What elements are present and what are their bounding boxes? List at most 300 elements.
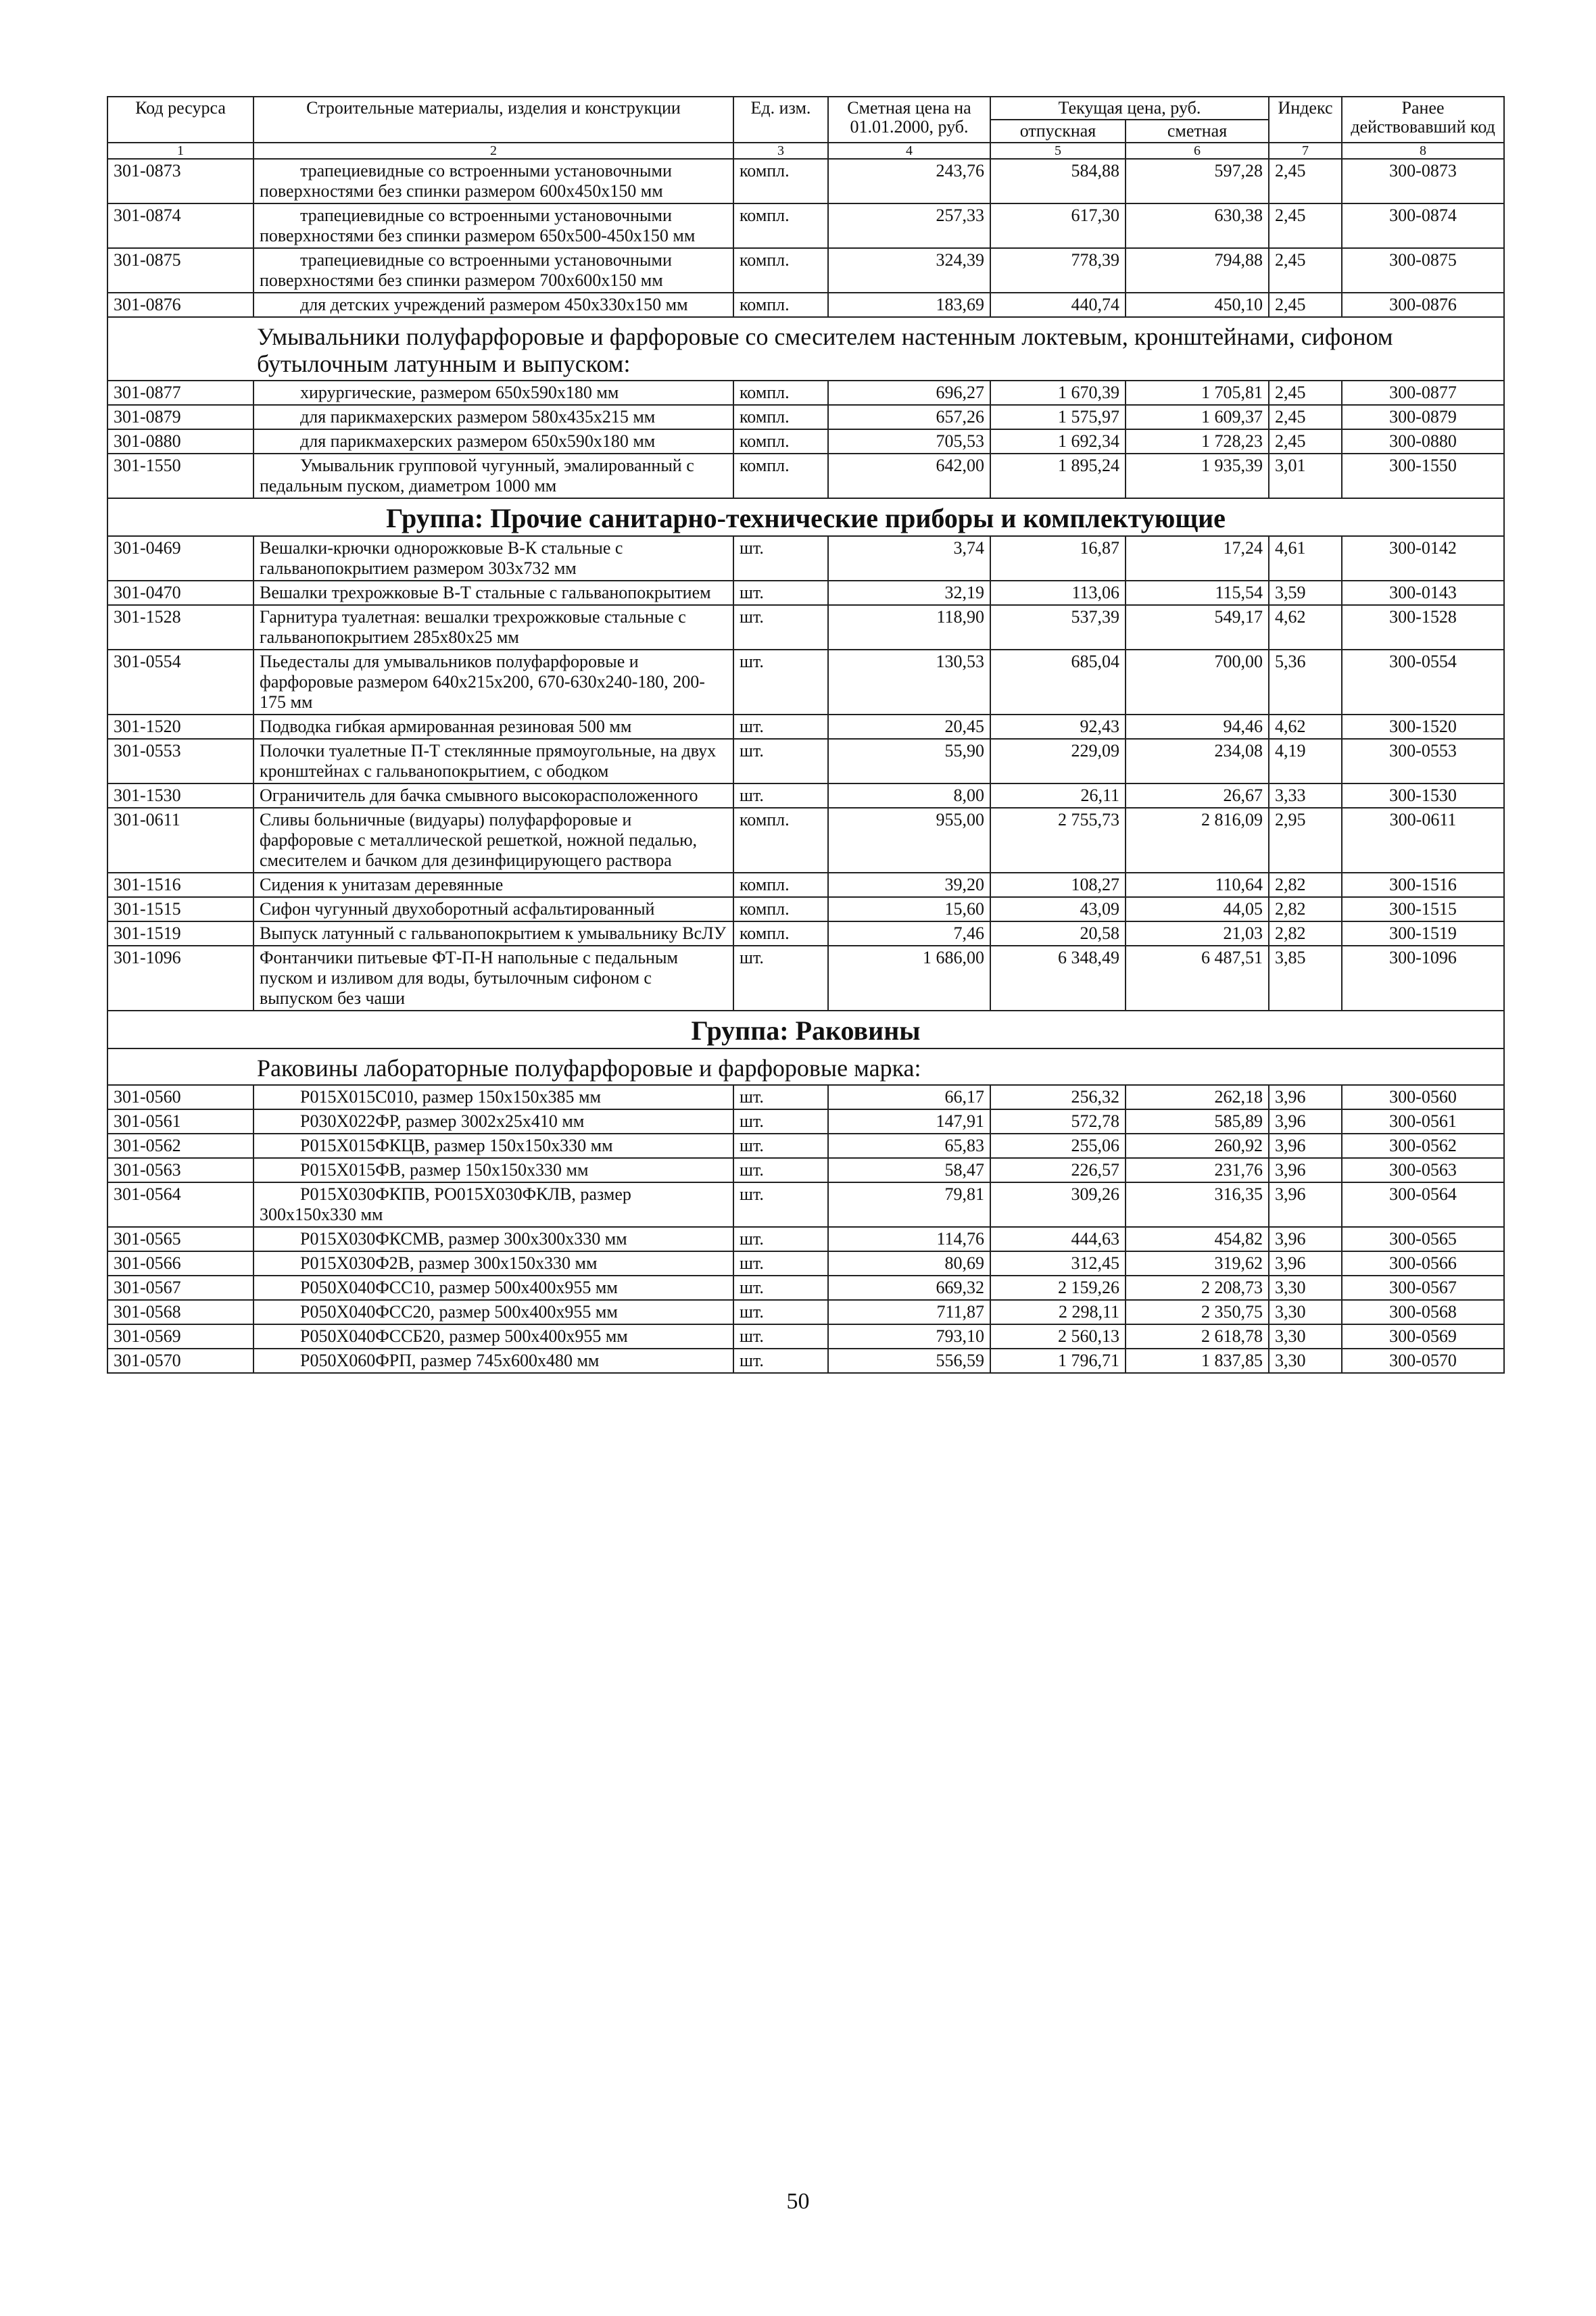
material-name: Р050Х040ФСС20, размер 500x400x955 мм bbox=[253, 1300, 733, 1324]
release-price: 2 755,73 bbox=[990, 808, 1126, 873]
previous-code: 300-0611 bbox=[1342, 808, 1504, 873]
table-row bbox=[107, 1300, 1504, 1324]
estimate-price: 115,54 bbox=[1126, 581, 1269, 605]
table-row bbox=[107, 1349, 1504, 1373]
release-price: 229,09 bbox=[990, 739, 1126, 783]
previous-code: 300-1515 bbox=[1342, 897, 1504, 921]
table-row bbox=[107, 405, 1504, 429]
resource-code: 301-0880 bbox=[107, 429, 253, 454]
table-row bbox=[107, 739, 1504, 783]
unit: шт. bbox=[733, 1182, 828, 1227]
unit: шт. bbox=[733, 1134, 828, 1158]
estimate-price: 794,88 bbox=[1126, 248, 1269, 293]
material-name: Сифон чугунный двухоборотный асфальтированный bbox=[253, 897, 733, 921]
table-row bbox=[107, 650, 1504, 715]
column-number: 5 bbox=[990, 143, 1126, 159]
previous-code: 300-0879 bbox=[1342, 405, 1504, 429]
base-price: 147,91 bbox=[828, 1109, 990, 1134]
unit: шт. bbox=[733, 1300, 828, 1324]
material-name: Р015Х030Ф2В, размер 300x150x330 мм bbox=[253, 1251, 733, 1276]
previous-code: 300-0877 bbox=[1342, 381, 1504, 405]
base-price: 114,76 bbox=[828, 1227, 990, 1251]
price-index: 3,96 bbox=[1269, 1182, 1342, 1227]
estimate-price: 630,38 bbox=[1126, 203, 1269, 248]
table-row bbox=[107, 873, 1504, 897]
column-number: 4 bbox=[828, 143, 990, 159]
previous-code: 300-0142 bbox=[1342, 536, 1504, 581]
release-price: 113,06 bbox=[990, 581, 1126, 605]
material-name: Р015Х015ФВ, размер 150x150x330 мм bbox=[253, 1158, 733, 1182]
price-index: 3,30 bbox=[1269, 1300, 1342, 1324]
material-name: трапециевидные со встроенными установочными поверхностями без спинки размером 700x600x150 мм bbox=[253, 248, 733, 293]
release-price: 1 692,34 bbox=[990, 429, 1126, 454]
price-index: 3,59 bbox=[1269, 581, 1342, 605]
estimate-price: 1 609,37 bbox=[1126, 405, 1269, 429]
base-price: 32,19 bbox=[828, 581, 990, 605]
header-estimate: сметная bbox=[1126, 120, 1269, 143]
estimate-price: 454,82 bbox=[1126, 1227, 1269, 1251]
release-price: 43,09 bbox=[990, 897, 1126, 921]
estimate-price: 26,67 bbox=[1126, 783, 1269, 808]
table-row bbox=[107, 1158, 1504, 1182]
base-price: 955,00 bbox=[828, 808, 990, 873]
estimate-price: 231,76 bbox=[1126, 1158, 1269, 1182]
resource-code: 301-0568 bbox=[107, 1300, 253, 1324]
price-index: 3,85 bbox=[1269, 946, 1342, 1011]
price-index: 2,82 bbox=[1269, 921, 1342, 946]
price-index: 2,95 bbox=[1269, 808, 1342, 873]
section-3-rows bbox=[107, 536, 1504, 1011]
resource-code: 301-0877 bbox=[107, 381, 253, 405]
previous-code: 300-0560 bbox=[1342, 1085, 1504, 1109]
price-index: 3,96 bbox=[1269, 1227, 1342, 1251]
column-number: 7 bbox=[1269, 143, 1342, 159]
previous-code: 300-0873 bbox=[1342, 159, 1504, 203]
resource-code: 301-1528 bbox=[107, 605, 253, 650]
section-2-rows bbox=[107, 381, 1504, 498]
unit: шт. bbox=[733, 605, 828, 650]
unit: шт. bbox=[733, 650, 828, 715]
previous-code: 300-1530 bbox=[1342, 783, 1504, 808]
group-title: Группа: Прочие санитарно-технические приборы и комплектующие bbox=[107, 498, 1504, 536]
material-name: Полочки туалетные П-Т стеклянные прямоугольные, на двух кронштейнах с гальванопокрытием, с ободком bbox=[253, 739, 733, 783]
price-index: 2,45 bbox=[1269, 429, 1342, 454]
unit: компл. bbox=[733, 429, 828, 454]
price-index: 3,96 bbox=[1269, 1109, 1342, 1134]
previous-code: 300-0143 bbox=[1342, 581, 1504, 605]
unit: компл. bbox=[733, 921, 828, 946]
material-name: хирургические, размером 650x590x180 мм bbox=[253, 381, 733, 405]
header-code: Код ресурса bbox=[107, 97, 253, 143]
material-name: Сливы больничные (видуары) полуфарфоровые и фарфоровые с металлической решеткой, ножной педалью, смесителем и бачком для дезинфицирующего раствора bbox=[253, 808, 733, 873]
previous-code: 300-0566 bbox=[1342, 1251, 1504, 1276]
subheading-title: Раковины лабораторные полуфарфоровые и фарфоровые марка: bbox=[107, 1048, 1504, 1085]
table-row bbox=[107, 946, 1504, 1011]
base-price: 711,87 bbox=[828, 1300, 990, 1324]
estimate-price: 700,00 bbox=[1126, 650, 1269, 715]
unit: компл. bbox=[733, 873, 828, 897]
material-name: Подводка гибкая армированная резиновая 500 мм bbox=[253, 715, 733, 739]
price-index: 3,96 bbox=[1269, 1085, 1342, 1109]
unit: компл. bbox=[733, 897, 828, 921]
unit: шт. bbox=[733, 536, 828, 581]
release-price: 1 796,71 bbox=[990, 1349, 1126, 1373]
release-price: 226,57 bbox=[990, 1158, 1126, 1182]
column-numbers bbox=[107, 143, 1504, 159]
header-index: Индекс bbox=[1269, 97, 1342, 143]
resource-code: 301-0560 bbox=[107, 1085, 253, 1109]
unit: компл. bbox=[733, 248, 828, 293]
table-row bbox=[107, 1134, 1504, 1158]
material-name: Фонтанчики питьевые ФТ-П-Н напольные с педальным пуском и изливом для воды, бутылочным сифоном с выпуском без чаши bbox=[253, 946, 733, 1011]
base-price: 657,26 bbox=[828, 405, 990, 429]
previous-code: 300-1528 bbox=[1342, 605, 1504, 650]
header-name: Строительные материалы, изделия и конструкции bbox=[253, 97, 733, 143]
table-row bbox=[107, 381, 1504, 405]
unit: шт. bbox=[733, 1158, 828, 1182]
table-row bbox=[107, 581, 1504, 605]
table-row bbox=[107, 921, 1504, 946]
release-price: 255,06 bbox=[990, 1134, 1126, 1158]
header-release: отпускная bbox=[990, 120, 1126, 143]
estimate-price: 262,18 bbox=[1126, 1085, 1269, 1109]
price-table bbox=[107, 96, 1505, 1374]
previous-code: 300-0570 bbox=[1342, 1349, 1504, 1373]
price-index: 3,96 bbox=[1269, 1134, 1342, 1158]
base-price: 696,27 bbox=[828, 381, 990, 405]
previous-code: 300-0568 bbox=[1342, 1300, 1504, 1324]
unit: шт. bbox=[733, 1251, 828, 1276]
previous-code: 300-0874 bbox=[1342, 203, 1504, 248]
material-name: Р015Х015С010, размер 150x150x385 мм bbox=[253, 1085, 733, 1109]
estimate-price: 1 837,85 bbox=[1126, 1349, 1269, 1373]
material-name: Вешалки трехрожковые В-Т стальные с гальванопокрытием bbox=[253, 581, 733, 605]
group-other-fixtures bbox=[107, 498, 1504, 536]
resource-code: 301-0611 bbox=[107, 808, 253, 873]
material-name: для парикмахерских размером 650x590x180 мм bbox=[253, 429, 733, 454]
release-price: 26,11 bbox=[990, 783, 1126, 808]
unit: компл. bbox=[733, 293, 828, 317]
table-row bbox=[107, 159, 1504, 203]
unit: компл. bbox=[733, 405, 828, 429]
unit: шт. bbox=[733, 715, 828, 739]
estimate-price: 1 728,23 bbox=[1126, 429, 1269, 454]
resource-code: 301-0874 bbox=[107, 203, 253, 248]
column-number: 6 bbox=[1126, 143, 1269, 159]
previous-code: 300-1520 bbox=[1342, 715, 1504, 739]
price-index: 3,30 bbox=[1269, 1276, 1342, 1300]
resource-code: 301-1519 bbox=[107, 921, 253, 946]
material-name: трапециевидные со встроенными установочными поверхностями без спинки размером 650x500-450x150 мм bbox=[253, 203, 733, 248]
previous-code: 300-0876 bbox=[1342, 293, 1504, 317]
base-price: 3,74 bbox=[828, 536, 990, 581]
base-price: 705,53 bbox=[828, 429, 990, 454]
table-row bbox=[107, 1227, 1504, 1251]
release-price: 778,39 bbox=[990, 248, 1126, 293]
previous-code: 300-1516 bbox=[1342, 873, 1504, 897]
release-price: 2 560,13 bbox=[990, 1324, 1126, 1349]
unit: компл. bbox=[733, 159, 828, 203]
material-name: Р050Х040ФССБ20, размер 500x400x955 мм bbox=[253, 1324, 733, 1349]
resource-code: 301-0562 bbox=[107, 1134, 253, 1158]
estimate-price: 549,17 bbox=[1126, 605, 1269, 650]
resource-code: 301-0565 bbox=[107, 1227, 253, 1251]
material-name: Ограничитель для бачка смывного высокорасположенного bbox=[253, 783, 733, 808]
estimate-price: 44,05 bbox=[1126, 897, 1269, 921]
price-index: 2,45 bbox=[1269, 405, 1342, 429]
header-previous-code: Ранее действовавший код bbox=[1342, 97, 1504, 143]
base-price: 642,00 bbox=[828, 454, 990, 498]
price-index: 4,62 bbox=[1269, 715, 1342, 739]
base-price: 15,60 bbox=[828, 897, 990, 921]
estimate-price: 597,28 bbox=[1126, 159, 1269, 203]
unit: шт. bbox=[733, 1276, 828, 1300]
base-price: 55,90 bbox=[828, 739, 990, 783]
table-row bbox=[107, 293, 1504, 317]
release-price: 572,78 bbox=[990, 1109, 1126, 1134]
unit: шт. bbox=[733, 1085, 828, 1109]
estimate-price: 585,89 bbox=[1126, 1109, 1269, 1134]
price-index: 2,45 bbox=[1269, 293, 1342, 317]
material-name: Выпуск латунный с гальванопокрытием к умывальнику ВсЛУ bbox=[253, 921, 733, 946]
release-price: 444,63 bbox=[990, 1227, 1126, 1251]
base-price: 793,10 bbox=[828, 1324, 990, 1349]
table-row bbox=[107, 715, 1504, 739]
base-price: 58,47 bbox=[828, 1158, 990, 1182]
release-price: 1 670,39 bbox=[990, 381, 1126, 405]
price-index: 2,82 bbox=[1269, 897, 1342, 921]
estimate-price: 21,03 bbox=[1126, 921, 1269, 946]
release-price: 584,88 bbox=[990, 159, 1126, 203]
table-row bbox=[107, 897, 1504, 921]
resource-code: 301-0561 bbox=[107, 1109, 253, 1134]
price-index: 3,01 bbox=[1269, 454, 1342, 498]
table-row bbox=[107, 429, 1504, 454]
table-row bbox=[107, 203, 1504, 248]
previous-code: 300-0569 bbox=[1342, 1324, 1504, 1349]
price-index: 2,45 bbox=[1269, 248, 1342, 293]
release-price: 20,58 bbox=[990, 921, 1126, 946]
estimate-price: 319,62 bbox=[1126, 1251, 1269, 1276]
estimate-price: 234,08 bbox=[1126, 739, 1269, 783]
release-price: 92,43 bbox=[990, 715, 1126, 739]
subheading-title: Умывальники полуфарфоровые и фарфоровые со смесителем настенным локтевым, кронштейнами, сифоном бутылочным латунным и выпуском: bbox=[107, 317, 1504, 381]
base-price: 66,17 bbox=[828, 1085, 990, 1109]
unit: шт. bbox=[733, 1349, 828, 1373]
release-price: 6 348,49 bbox=[990, 946, 1126, 1011]
table-header bbox=[107, 97, 1504, 159]
base-price: 556,59 bbox=[828, 1349, 990, 1373]
previous-code: 300-0565 bbox=[1342, 1227, 1504, 1251]
table-row bbox=[107, 783, 1504, 808]
resource-code: 301-1516 bbox=[107, 873, 253, 897]
estimate-price: 1 935,39 bbox=[1126, 454, 1269, 498]
estimate-price: 17,24 bbox=[1126, 536, 1269, 581]
section-1-rows bbox=[107, 159, 1504, 317]
material-name: Сидения к унитазам деревянные bbox=[253, 873, 733, 897]
resource-code: 301-1530 bbox=[107, 783, 253, 808]
resource-code: 301-1550 bbox=[107, 454, 253, 498]
resource-code: 301-0563 bbox=[107, 1158, 253, 1182]
resource-code: 301-1515 bbox=[107, 897, 253, 921]
previous-code: 300-0875 bbox=[1342, 248, 1504, 293]
base-price: 118,90 bbox=[828, 605, 990, 650]
estimate-price: 450,10 bbox=[1126, 293, 1269, 317]
table-row bbox=[107, 1085, 1504, 1109]
resource-code: 301-0876 bbox=[107, 293, 253, 317]
header-estimate-price: Сметная цена на 01.01.2000, руб. bbox=[828, 97, 990, 143]
resource-code: 301-0873 bbox=[107, 159, 253, 203]
unit: компл. bbox=[733, 381, 828, 405]
unit: шт. bbox=[733, 1109, 828, 1134]
column-number: 1 bbox=[107, 143, 253, 159]
resource-code: 301-0569 bbox=[107, 1324, 253, 1349]
resource-code: 301-0470 bbox=[107, 581, 253, 605]
resource-code: 301-0879 bbox=[107, 405, 253, 429]
price-index: 3,30 bbox=[1269, 1349, 1342, 1373]
release-price: 108,27 bbox=[990, 873, 1126, 897]
price-index: 2,82 bbox=[1269, 873, 1342, 897]
previous-code: 300-0562 bbox=[1342, 1134, 1504, 1158]
release-price: 312,45 bbox=[990, 1251, 1126, 1276]
table-row bbox=[107, 808, 1504, 873]
estimate-price: 2 350,75 bbox=[1126, 1300, 1269, 1324]
unit: шт. bbox=[733, 1227, 828, 1251]
price-index: 3,96 bbox=[1269, 1158, 1342, 1182]
previous-code: 300-0880 bbox=[1342, 429, 1504, 454]
price-sheet bbox=[107, 96, 1503, 1374]
material-name: Гарнитура туалетная: вешалки трехрожковые стальные с гальванопокрытием 285x80x25 мм bbox=[253, 605, 733, 650]
release-price: 537,39 bbox=[990, 605, 1126, 650]
base-price: 20,45 bbox=[828, 715, 990, 739]
material-name: Р015Х015ФКЦВ, размер 150x150x330 мм bbox=[253, 1134, 733, 1158]
resource-code: 301-1096 bbox=[107, 946, 253, 1011]
base-price: 669,32 bbox=[828, 1276, 990, 1300]
resource-code: 301-0566 bbox=[107, 1251, 253, 1276]
previous-code: 300-1096 bbox=[1342, 946, 1504, 1011]
release-price: 617,30 bbox=[990, 203, 1126, 248]
price-index: 3,30 bbox=[1269, 1324, 1342, 1349]
material-name: для парикмахерских размером 580x435x215 мм bbox=[253, 405, 733, 429]
table-row bbox=[107, 1276, 1504, 1300]
price-index: 4,61 bbox=[1269, 536, 1342, 581]
price-index: 2,45 bbox=[1269, 159, 1342, 203]
resource-code: 301-0875 bbox=[107, 248, 253, 293]
material-name: трапециевидные со встроенными установочными поверхностями без спинки размером 600x450x150 мм bbox=[253, 159, 733, 203]
resource-code: 301-0469 bbox=[107, 536, 253, 581]
release-price: 2 159,26 bbox=[990, 1276, 1126, 1300]
table-row bbox=[107, 605, 1504, 650]
header-current-price: Текущая цена, руб. bbox=[990, 97, 1269, 120]
estimate-price: 1 705,81 bbox=[1126, 381, 1269, 405]
release-price: 2 298,11 bbox=[990, 1300, 1126, 1324]
base-price: 65,83 bbox=[828, 1134, 990, 1158]
table-row bbox=[107, 536, 1504, 581]
unit: компл. bbox=[733, 203, 828, 248]
table-row bbox=[107, 1182, 1504, 1227]
base-price: 324,39 bbox=[828, 248, 990, 293]
resource-code: 301-0554 bbox=[107, 650, 253, 715]
unit: компл. bbox=[733, 808, 828, 873]
material-name: Р015Х030ФКСМВ, размер 300x300x330 мм bbox=[253, 1227, 733, 1251]
table-row bbox=[107, 1109, 1504, 1134]
base-price: 130,53 bbox=[828, 650, 990, 715]
price-index: 3,33 bbox=[1269, 783, 1342, 808]
section-4-rows bbox=[107, 1085, 1504, 1373]
estimate-price: 2 816,09 bbox=[1126, 808, 1269, 873]
price-index: 2,45 bbox=[1269, 203, 1342, 248]
previous-code: 300-1519 bbox=[1342, 921, 1504, 946]
resource-code: 301-0553 bbox=[107, 739, 253, 783]
estimate-price: 2 208,73 bbox=[1126, 1276, 1269, 1300]
base-price: 8,00 bbox=[828, 783, 990, 808]
table-row bbox=[107, 1251, 1504, 1276]
price-index: 5,36 bbox=[1269, 650, 1342, 715]
release-price: 1 895,24 bbox=[990, 454, 1126, 498]
base-price: 80,69 bbox=[828, 1251, 990, 1276]
previous-code: 300-1550 bbox=[1342, 454, 1504, 498]
unit: шт. bbox=[733, 1324, 828, 1349]
price-index: 4,19 bbox=[1269, 739, 1342, 783]
base-price: 257,33 bbox=[828, 203, 990, 248]
estimate-price: 2 618,78 bbox=[1126, 1324, 1269, 1349]
resource-code: 301-0564 bbox=[107, 1182, 253, 1227]
release-price: 256,32 bbox=[990, 1085, 1126, 1109]
material-name: для детских учреждений размером 450x330x150 мм bbox=[253, 293, 733, 317]
base-price: 7,46 bbox=[828, 921, 990, 946]
table-row bbox=[107, 248, 1504, 293]
estimate-price: 6 487,51 bbox=[1126, 946, 1269, 1011]
release-price: 440,74 bbox=[990, 293, 1126, 317]
base-price: 79,81 bbox=[828, 1182, 990, 1227]
unit: компл. bbox=[733, 454, 828, 498]
previous-code: 300-0564 bbox=[1342, 1182, 1504, 1227]
subheading-washbasins bbox=[107, 317, 1504, 381]
previous-code: 300-0563 bbox=[1342, 1158, 1504, 1182]
header-unit: Ед. изм. bbox=[733, 97, 828, 143]
estimate-price: 94,46 bbox=[1126, 715, 1269, 739]
resource-code: 301-0567 bbox=[107, 1276, 253, 1300]
group-sinks bbox=[107, 1011, 1504, 1085]
release-price: 685,04 bbox=[990, 650, 1126, 715]
unit: шт. bbox=[733, 739, 828, 783]
material-name: Пьедесталы для умывальников полуфарфоровые и фарфоровые размером 640x215x200, 670-630x240-180, 200-175 мм bbox=[253, 650, 733, 715]
unit: шт. bbox=[733, 783, 828, 808]
material-name: Умывальник групповой чугунный, эмалированный с педальным пуском, диаметром 1000 мм bbox=[253, 454, 733, 498]
unit: шт. bbox=[733, 581, 828, 605]
column-number: 2 bbox=[253, 143, 733, 159]
estimate-price: 110,64 bbox=[1126, 873, 1269, 897]
release-price: 16,87 bbox=[990, 536, 1126, 581]
estimate-price: 260,92 bbox=[1126, 1134, 1269, 1158]
release-price: 309,26 bbox=[990, 1182, 1126, 1227]
base-price: 183,69 bbox=[828, 293, 990, 317]
base-price: 1 686,00 bbox=[828, 946, 990, 1011]
group-title: Группа: Раковины bbox=[107, 1011, 1504, 1048]
column-number: 3 bbox=[733, 143, 828, 159]
material-name: Р050Х040ФСС10, размер 500x400x955 мм bbox=[253, 1276, 733, 1300]
unit: шт. bbox=[733, 946, 828, 1011]
release-price: 1 575,97 bbox=[990, 405, 1126, 429]
table-row bbox=[107, 1324, 1504, 1349]
previous-code: 300-0567 bbox=[1342, 1276, 1504, 1300]
column-number: 8 bbox=[1342, 143, 1504, 159]
price-index: 4,62 bbox=[1269, 605, 1342, 650]
material-name: Р015Х030ФКПВ, РО015Х030ФКЛВ, размер 300x150x330 мм bbox=[253, 1182, 733, 1227]
material-name: Р050Х060ФРП, размер 745x600x480 мм bbox=[253, 1349, 733, 1373]
price-index: 2,45 bbox=[1269, 381, 1342, 405]
resource-code: 301-1520 bbox=[107, 715, 253, 739]
